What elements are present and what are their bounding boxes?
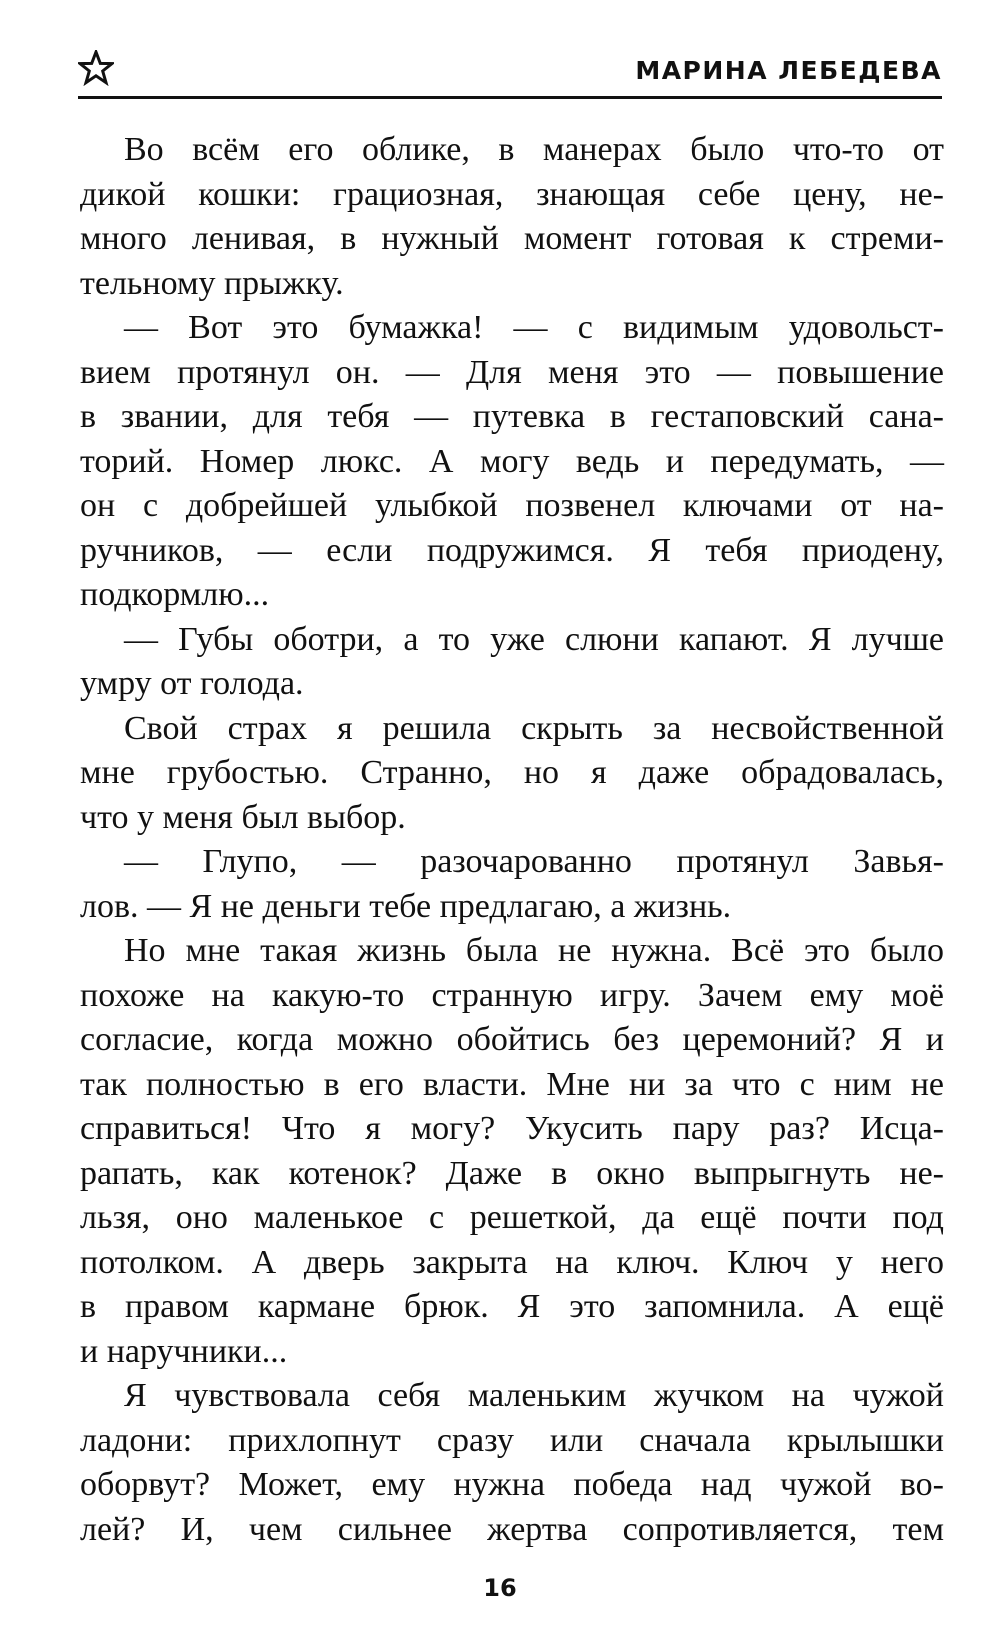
text-line: вием протянул он. — Для меня это — повышение	[80, 353, 944, 391]
text-line: Свой страх я решила скрыть за несвойственной	[124, 709, 944, 747]
text-line: подкормлю...	[80, 576, 270, 613]
text-line: он с добрейшей улыбкой позвенел ключами от на-	[80, 487, 944, 524]
text-line: — Глупо, — разочарованно протянул Завья-	[124, 843, 944, 880]
text-line: в правом кармане брюк. Я это запомнила. А ещё	[80, 1288, 944, 1325]
text-line: Во всём его облике, в манерах было что-то от	[124, 131, 944, 168]
star-outline-icon	[78, 50, 114, 86]
text-line: оборвут? Может, ему нужна победа над чужой во-	[80, 1466, 944, 1503]
text-line: так полностью в его власти. Мне ни за что с ним не	[80, 1065, 944, 1103]
running-header	[78, 50, 942, 99]
text-line: льзя, оно маленькое с решеткой, да ещё почти под	[80, 1199, 944, 1236]
text-line: лов. — Я не деньги тебе предлагаю, а жизнь.	[80, 887, 732, 925]
text-line: что у меня был выбор.	[80, 798, 406, 836]
text-line: — Губы оботри, а то уже слюни капают. Я лучше	[124, 620, 944, 658]
text-line: ладони: прихлопнут сразу или сначала крылышки	[80, 1421, 944, 1459]
author-name: МАРИНА ЛЕБЕДЕВА	[635, 56, 942, 85]
text-line: похоже на какую-то странную игру. Зачем ему моё	[80, 976, 944, 1014]
text-line: умру от голода.	[80, 665, 304, 702]
text-line: в звании, для тебя — путевка в гестаповский сана-	[80, 398, 944, 435]
text-line: согласие, когда можно обойтись без церемоний? Я и	[80, 1021, 944, 1058]
page-number: 16	[483, 1574, 517, 1602]
text-line: и наручники...	[80, 1332, 288, 1370]
body-text	[80, 128, 944, 1552]
text-line: дикой кошки: грациозная, знающая себе цену, не-	[80, 175, 944, 213]
text-line: Но мне такая жизнь была не нужна. Всё это было	[124, 932, 944, 969]
text-line: ручников, — если подружимся. Я тебя приодену,	[80, 531, 944, 569]
text-line: — Вот это бумажка! — с видимым удовольст-	[124, 309, 944, 346]
text-line: справиться! Что я могу? Укусить пару раз? Исца-	[80, 1110, 944, 1147]
text-line: Я чувствовала себя маленьким жучком на чужой	[124, 1377, 944, 1414]
text-line: потолком. А дверь закрыта на ключ. Ключ у него	[80, 1243, 944, 1281]
text-line: тельному прыжку.	[80, 264, 344, 302]
text-line: торий. Номер люкс. А могу ведь и передумать, —	[80, 442, 944, 480]
text-line: рапать, как котенок? Даже в окно выпрыгнуть не-	[80, 1154, 944, 1192]
text-line: лей? И, чем сильнее жертва сопротивляется, тем	[80, 1510, 944, 1548]
text-line: много ленивая, в нужный момент готовая к стреми-	[80, 220, 944, 257]
text-line: мне грубостью. Странно, но я даже обрадовалась,	[80, 754, 944, 791]
